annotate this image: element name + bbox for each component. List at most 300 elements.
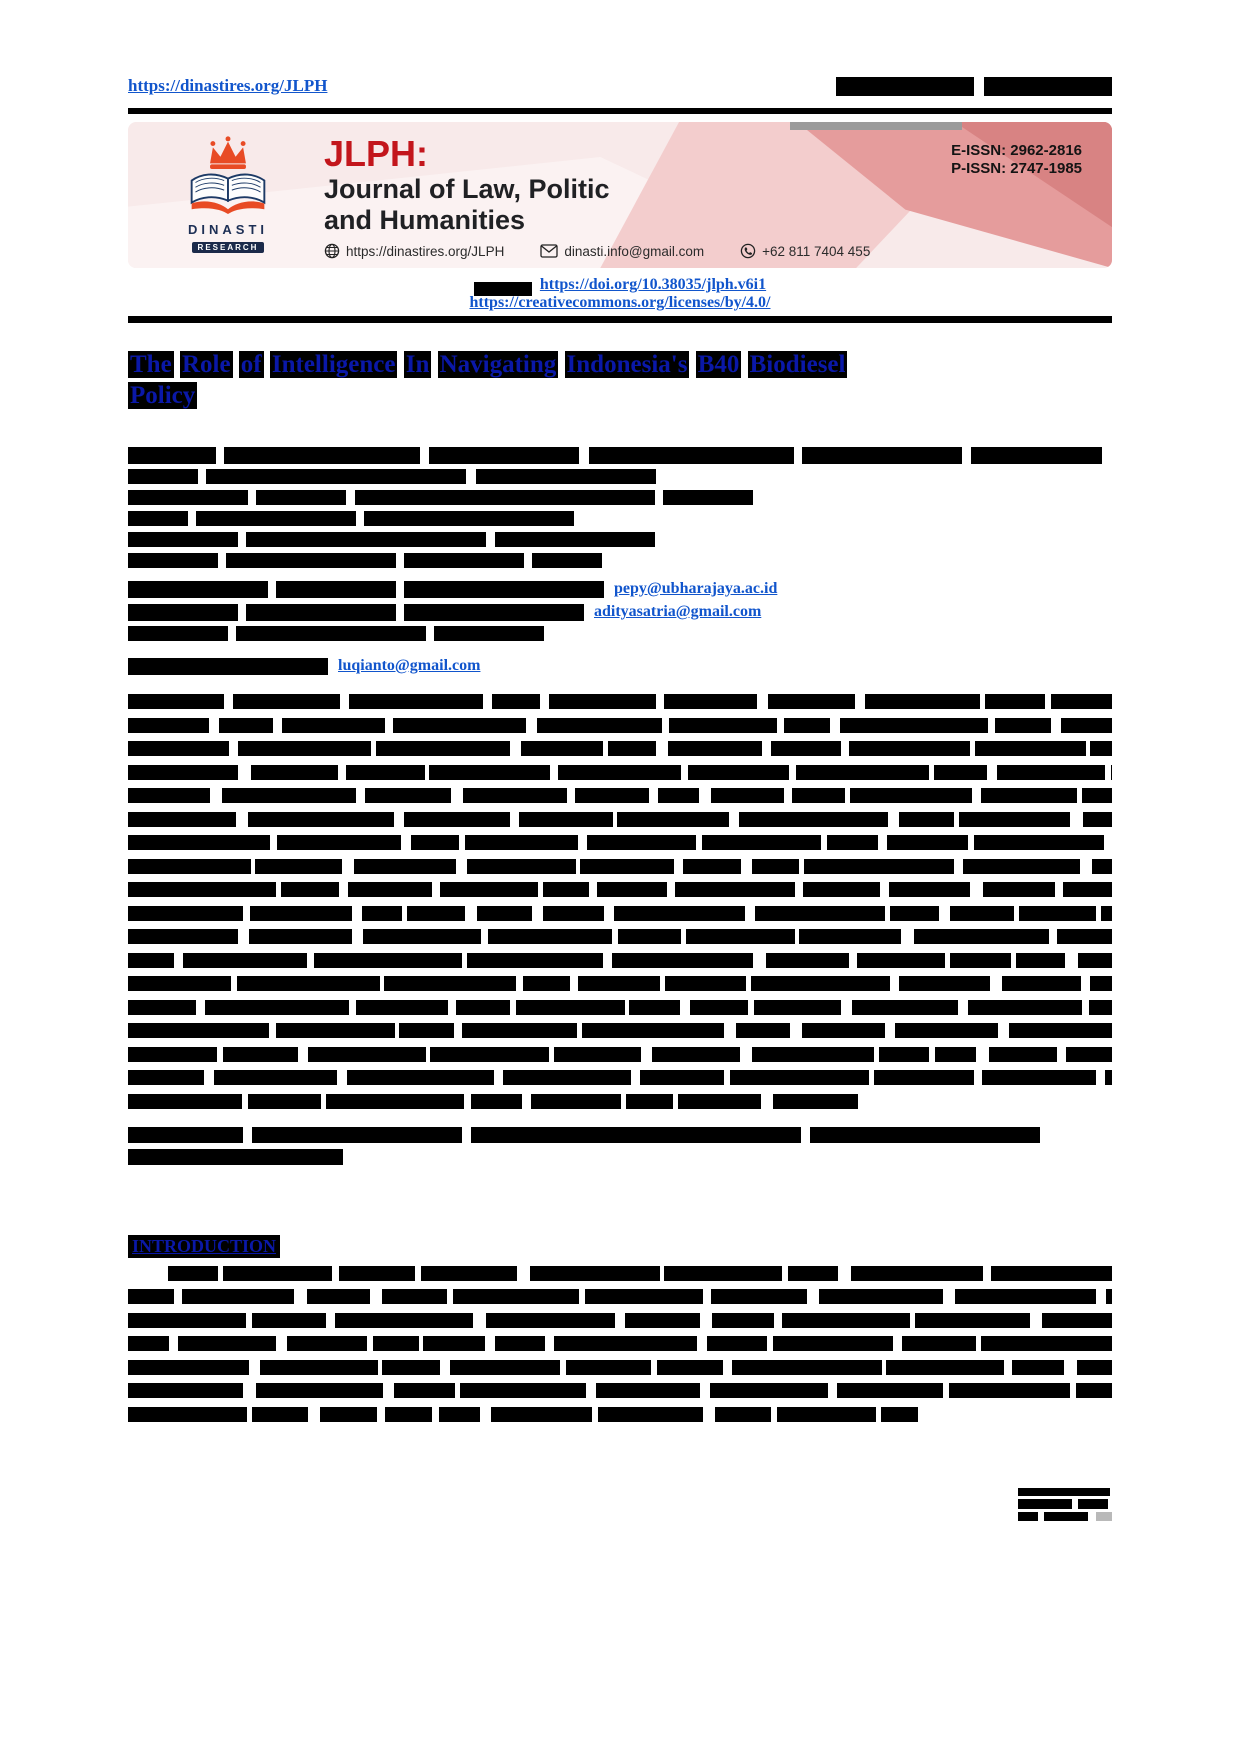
doi-link[interactable]: https://doi.org/10.38035/jlph.v6i1 <box>539 276 767 293</box>
redaction-bar <box>991 1266 1112 1281</box>
redaction-bar <box>382 1289 447 1304</box>
website-text: https://dinastires.org/JLPH <box>346 243 505 259</box>
redaction-bar <box>128 1047 217 1062</box>
redaction-bar <box>376 741 509 756</box>
title-word: Indonesia's <box>566 351 688 378</box>
redaction-bar <box>320 1407 377 1422</box>
journal-banner <box>128 122 1112 268</box>
page-number-redacted <box>1018 1488 1130 1521</box>
redaction-bar <box>252 1127 462 1143</box>
redaction-bar <box>587 835 696 850</box>
e-issn: E-ISSN: 2962-2816 <box>951 142 1082 159</box>
redaction-bar <box>984 77 1112 96</box>
redaction-bar <box>411 835 459 850</box>
redaction-bar <box>128 1127 243 1143</box>
redaction-bar <box>467 859 576 874</box>
redaction-bar <box>711 788 784 803</box>
abstract-redacted <box>128 694 1112 1109</box>
redaction-bar <box>488 929 612 944</box>
open-book-icon <box>184 171 272 215</box>
redaction-bar <box>1090 976 1112 991</box>
redaction-bar <box>771 741 841 756</box>
redaction-bar <box>248 1094 321 1109</box>
redaction-bar <box>532 553 602 568</box>
redaction-bar <box>495 1336 544 1351</box>
redaction-bar <box>430 1047 549 1062</box>
redaction-bar <box>255 859 343 874</box>
redaction-bar <box>773 1094 858 1109</box>
redaction-bar <box>658 788 699 803</box>
redaction-bar <box>393 718 526 733</box>
redaction-bar <box>711 1289 807 1304</box>
redaction-bar <box>874 1070 974 1085</box>
redaction-bar <box>857 953 945 968</box>
redaction-bar <box>471 1094 522 1109</box>
header-rule <box>128 108 1112 114</box>
redaction-bar <box>626 1094 673 1109</box>
redaction-bar <box>429 447 579 464</box>
redaction-bar <box>434 626 544 641</box>
redaction-bar <box>453 1289 579 1304</box>
redaction-bar <box>777 1407 876 1422</box>
redaction-bar <box>618 929 680 944</box>
redaction-bar <box>715 1407 771 1422</box>
redaction-bar <box>683 859 741 874</box>
redaction-bar <box>669 718 778 733</box>
redaction-bar <box>281 882 340 897</box>
redaction-bar <box>702 835 821 850</box>
redaction-bar <box>385 1407 432 1422</box>
redaction-bar <box>423 1336 485 1351</box>
redaction-bar <box>914 929 1049 944</box>
redaction-bar <box>128 1000 196 1015</box>
redaction-bar <box>1077 1360 1112 1375</box>
redaction-bar <box>819 1289 943 1304</box>
redaction-bar <box>707 1336 767 1351</box>
crown-icon <box>202 136 254 170</box>
corresponding-email-link[interactable]: luqianto@gmail.com <box>338 657 481 674</box>
redaction-bar <box>128 906 243 921</box>
redaction-bar <box>128 1313 246 1328</box>
redaction-bar <box>365 788 450 803</box>
redaction-bar <box>895 1023 998 1038</box>
paper-title-line1 <box>128 349 1088 380</box>
redaction-bar <box>355 490 655 505</box>
redaction-bar <box>1042 1313 1112 1328</box>
redaction-bar <box>625 1313 700 1328</box>
redaction-bar <box>219 718 273 733</box>
redaction-bar <box>467 953 603 968</box>
redaction-bar <box>840 718 988 733</box>
redaction-bar <box>934 765 987 780</box>
redaction-bar <box>440 882 539 897</box>
redaction-bar <box>799 929 901 944</box>
phone-icon <box>740 243 756 259</box>
redaction-bar <box>981 788 1078 803</box>
redaction-bar <box>665 976 746 991</box>
redaction-bar <box>712 1313 774 1328</box>
redaction-bar <box>1078 953 1112 968</box>
globe-icon <box>324 243 340 259</box>
redaction-bar <box>276 581 396 598</box>
redaction-bar <box>128 1070 204 1085</box>
redaction-bar <box>128 1407 247 1422</box>
redaction-bar <box>346 765 425 780</box>
redaction-bar <box>668 741 763 756</box>
title-word: Role <box>181 351 231 378</box>
title-word: The <box>130 351 172 378</box>
redaction-bar <box>1002 976 1080 991</box>
phone-text: +62 811 7404 455 <box>762 243 871 259</box>
redaction-bar <box>530 1266 661 1281</box>
redaction-bar <box>128 469 198 484</box>
redaction-bar <box>471 1127 801 1143</box>
redaction-bar <box>404 812 510 827</box>
redaction-bar <box>879 1047 929 1062</box>
redaction-bar <box>260 1360 378 1375</box>
title-word: B40 <box>697 351 740 378</box>
redaction-bar <box>128 1383 243 1398</box>
redaction-bar <box>384 976 516 991</box>
introduction-paragraph-redacted <box>128 1266 1112 1422</box>
redaction-bar <box>575 788 649 803</box>
redaction-bar <box>128 581 268 598</box>
title-word: Policy <box>130 382 196 409</box>
redaction-bar <box>1018 1499 1072 1509</box>
redaction-bar <box>1061 718 1111 733</box>
redaction-bar <box>476 469 656 484</box>
redaction-bar <box>597 882 667 897</box>
redaction-bar <box>1016 953 1066 968</box>
redaction-bar <box>796 765 929 780</box>
redaction-bar <box>128 765 238 780</box>
doi-label-redacted <box>474 280 540 294</box>
redaction-bar <box>531 1094 620 1109</box>
redaction-bar <box>989 1047 1057 1062</box>
redaction-bar <box>678 1094 761 1109</box>
redaction-bar <box>968 1000 1082 1015</box>
redaction-bar <box>751 976 890 991</box>
redaction-bar <box>899 976 990 991</box>
redaction-bar <box>128 694 224 709</box>
redaction-bar <box>985 694 1045 709</box>
volume-issue-redacted <box>836 77 1112 96</box>
author-block-redacted <box>128 447 1112 641</box>
redaction-bar <box>950 906 1014 921</box>
redaction-bar <box>629 1000 679 1015</box>
redaction-bar <box>214 1070 337 1085</box>
redaction-bar <box>1096 1512 1112 1521</box>
redaction-bar <box>664 694 757 709</box>
redaction-bar <box>739 812 888 827</box>
redaction-bar <box>1018 1488 1110 1496</box>
redaction-bar <box>223 1266 333 1281</box>
redaction-bar <box>657 1360 723 1375</box>
redaction-bar <box>768 694 854 709</box>
redaction-bar <box>803 882 880 897</box>
redaction-bar <box>543 882 590 897</box>
title-word: of <box>240 351 262 378</box>
email-text: dinasti.info@gmail.com <box>564 243 705 259</box>
redaction-bar <box>554 1047 641 1062</box>
redaction-bar <box>404 604 584 621</box>
redaction-bar <box>462 1023 577 1038</box>
redaction-bar <box>1106 1289 1112 1304</box>
redaction-bar <box>356 1000 448 1015</box>
redaction-bar <box>251 765 338 780</box>
redaction-bar <box>486 1313 615 1328</box>
brand-subtitle: RESEARCH <box>192 242 265 253</box>
redaction-bar <box>349 694 483 709</box>
redaction-bar <box>282 718 385 733</box>
title-word: Biodiesel <box>749 351 846 378</box>
phone-contact <box>740 243 870 259</box>
redaction-bar <box>827 835 877 850</box>
redaction-bar <box>1063 882 1111 897</box>
journal-contact-row <box>324 243 870 259</box>
journal-name-line1: Journal of Law, Politic <box>324 174 610 204</box>
redaction-bar <box>465 835 578 850</box>
redaction-bar <box>675 882 795 897</box>
redaction-bar <box>354 859 457 874</box>
redaction-bar <box>233 694 340 709</box>
redaction-bar <box>752 1047 874 1062</box>
redaction-bar <box>128 626 228 641</box>
redaction-bar <box>128 929 238 944</box>
redaction-bar <box>248 812 394 827</box>
redaction-bar <box>128 604 238 621</box>
redaction-bar <box>492 694 541 709</box>
redaction-bar <box>663 490 753 505</box>
redaction-bar <box>1012 1360 1064 1375</box>
redaction-bar <box>182 1289 294 1304</box>
redaction-bar <box>178 1336 276 1351</box>
redaction-bar <box>521 741 603 756</box>
redaction-bar <box>1057 929 1111 944</box>
redaction-bar <box>128 976 231 991</box>
redaction-bar <box>128 953 174 968</box>
redaction-bar <box>314 953 462 968</box>
envelope-icon <box>540 244 558 258</box>
redaction-bar <box>755 906 884 921</box>
redaction-bar <box>168 1266 218 1281</box>
keywords-redacted <box>128 1127 1112 1165</box>
redaction-bar <box>1051 694 1112 709</box>
redaction-bar <box>1082 788 1112 803</box>
introduction-heading: INTRODUCTION <box>128 1235 1112 1258</box>
redaction-bar <box>754 1000 842 1015</box>
redaction-bar <box>640 1070 723 1085</box>
redaction-bar <box>652 1047 739 1062</box>
redaction-bar <box>503 1070 632 1085</box>
redaction-bar <box>959 812 1070 827</box>
redaction-bar <box>1089 1000 1111 1015</box>
email-contact <box>540 244 704 259</box>
paper-title <box>128 349 1088 411</box>
redaction-bar <box>495 532 655 547</box>
p-issn: P-ISSN: 2747-1985 <box>951 160 1082 177</box>
redaction-bar <box>886 1360 1004 1375</box>
redaction-bar <box>205 1000 349 1015</box>
redaction-bar <box>339 1266 415 1281</box>
redaction-bar <box>373 1336 419 1351</box>
redaction-bar <box>852 1000 958 1015</box>
redaction-bar <box>963 859 1080 874</box>
redaction-bar <box>382 1360 440 1375</box>
redaction-bar <box>456 1000 510 1015</box>
banner-gray-strip <box>790 122 962 130</box>
redaction-bar <box>582 1023 723 1038</box>
redaction-bar <box>975 741 1086 756</box>
redaction-bar <box>399 1023 453 1038</box>
redaction-bar <box>335 1313 474 1328</box>
title-word: Navigating <box>439 351 557 378</box>
redaction-bar <box>277 835 401 850</box>
redaction-bar <box>128 741 229 756</box>
redaction-bar <box>596 1383 701 1398</box>
redaction-bar <box>364 511 574 526</box>
redaction-bar <box>1090 741 1112 756</box>
redaction-bar <box>307 1289 370 1304</box>
redaction-bar <box>128 532 238 547</box>
redaction-bar <box>566 1360 652 1375</box>
page-header <box>128 0 1112 96</box>
redaction-bar <box>196 511 356 526</box>
redaction-bar <box>287 1336 367 1351</box>
redaction-bar <box>1076 1383 1112 1398</box>
redaction-bar <box>477 906 532 921</box>
title-word: Intelligence <box>271 351 396 378</box>
license-line <box>128 294 1112 312</box>
redaction-bar <box>326 1094 464 1109</box>
redaction-bar <box>460 1383 586 1398</box>
redaction-bar <box>881 1407 918 1422</box>
redaction-bar <box>347 1070 494 1085</box>
journal-abbreviation: JLPH: <box>324 133 429 174</box>
redaction-bar <box>226 553 396 568</box>
author2-email-link[interactable]: adityasatria@gmail.com <box>594 603 762 620</box>
redaction-bar <box>851 1266 983 1281</box>
author1-email-link[interactable]: pepy@ubharajaya.ac.id <box>614 580 778 597</box>
redaction-bar <box>617 812 729 827</box>
redaction-bar <box>429 765 550 780</box>
redaction-bar <box>276 1023 394 1038</box>
redaction-bar <box>450 1360 559 1375</box>
redaction-bar <box>246 604 396 621</box>
redaction-bar <box>223 1047 298 1062</box>
redaction-bar <box>404 553 524 568</box>
redaction-bar <box>238 741 371 756</box>
redaction-bar <box>955 1289 1095 1304</box>
redaction-bar <box>782 1313 910 1328</box>
license-link[interactable]: https://creativecommons.org/licenses/by/4.0/ <box>469 294 771 311</box>
redaction-bar <box>578 976 660 991</box>
redaction-bar <box>1101 906 1112 921</box>
redaction-bar <box>804 859 954 874</box>
redaction-bar <box>1105 1070 1112 1085</box>
redaction-bar <box>394 1383 455 1398</box>
redaction-bar <box>256 490 346 505</box>
website-contact <box>324 243 504 259</box>
redaction-bar <box>865 694 980 709</box>
redaction-bar <box>250 906 352 921</box>
redaction-bar <box>128 447 216 464</box>
redaction-bar <box>887 835 969 850</box>
redaction-bar <box>752 859 799 874</box>
redaction-bar <box>802 1023 884 1038</box>
redaction-bar <box>598 1407 702 1422</box>
redaction-bar <box>810 1127 1040 1143</box>
redaction-bar <box>736 1023 791 1038</box>
redaction-bar <box>690 1000 748 1015</box>
redaction-bar <box>463 788 568 803</box>
redaction-bar <box>766 953 849 968</box>
redaction-bar <box>128 718 209 733</box>
redaction-bar <box>128 1094 242 1109</box>
redaction-bar <box>249 929 353 944</box>
redaction-bar <box>128 788 210 803</box>
redaction-bar <box>236 626 426 641</box>
redaction-bar <box>206 469 466 484</box>
redaction-bar <box>222 788 356 803</box>
redaction-bar <box>348 882 431 897</box>
redaction-bar <box>537 718 662 733</box>
redaction-bar <box>128 1149 343 1165</box>
redaction-bar <box>439 1407 480 1422</box>
redaction-bar <box>889 882 970 897</box>
redaction-bar <box>580 859 675 874</box>
redaction-bar <box>363 929 481 944</box>
redaction-bar <box>128 1289 174 1304</box>
redaction-bar <box>128 859 251 874</box>
redaction-bar <box>128 882 276 897</box>
redaction-bar <box>802 447 962 464</box>
redaction-bar <box>224 447 420 464</box>
redaction-bar <box>554 1336 697 1351</box>
issn-block <box>951 142 1082 178</box>
redaction-bar <box>362 906 402 921</box>
redaction-bar <box>519 812 613 827</box>
redaction-bar <box>974 835 1104 850</box>
redaction-bar <box>252 1313 326 1328</box>
redaction-bar <box>899 812 954 827</box>
redaction-bar <box>935 1047 977 1062</box>
redaction-bar <box>837 1383 942 1398</box>
journal-url-link[interactable]: https://dinastires.org/JLPH <box>128 76 328 95</box>
redaction-bar <box>1083 812 1112 827</box>
redaction-bar <box>773 1336 894 1351</box>
redaction-bar <box>421 1266 517 1281</box>
redaction-bar <box>128 511 188 526</box>
redaction-bar <box>1044 1512 1088 1521</box>
paper-title-line2 <box>128 380 1088 411</box>
redaction-bar <box>688 765 789 780</box>
redaction-bar <box>915 1313 1030 1328</box>
redaction-bar <box>491 1407 592 1422</box>
redaction-bar <box>516 1000 626 1015</box>
title-word: In <box>405 351 430 378</box>
redaction-bar <box>784 718 830 733</box>
redaction-bar <box>252 1407 308 1422</box>
redaction-bar <box>836 77 974 96</box>
redaction-bar <box>1111 765 1112 780</box>
redaction-bar <box>890 906 940 921</box>
corresponding-author-line <box>128 657 1112 674</box>
doi-line <box>128 276 1112 294</box>
redaction-bar <box>608 741 656 756</box>
redaction-bar <box>589 447 794 464</box>
redaction-bar <box>549 694 656 709</box>
